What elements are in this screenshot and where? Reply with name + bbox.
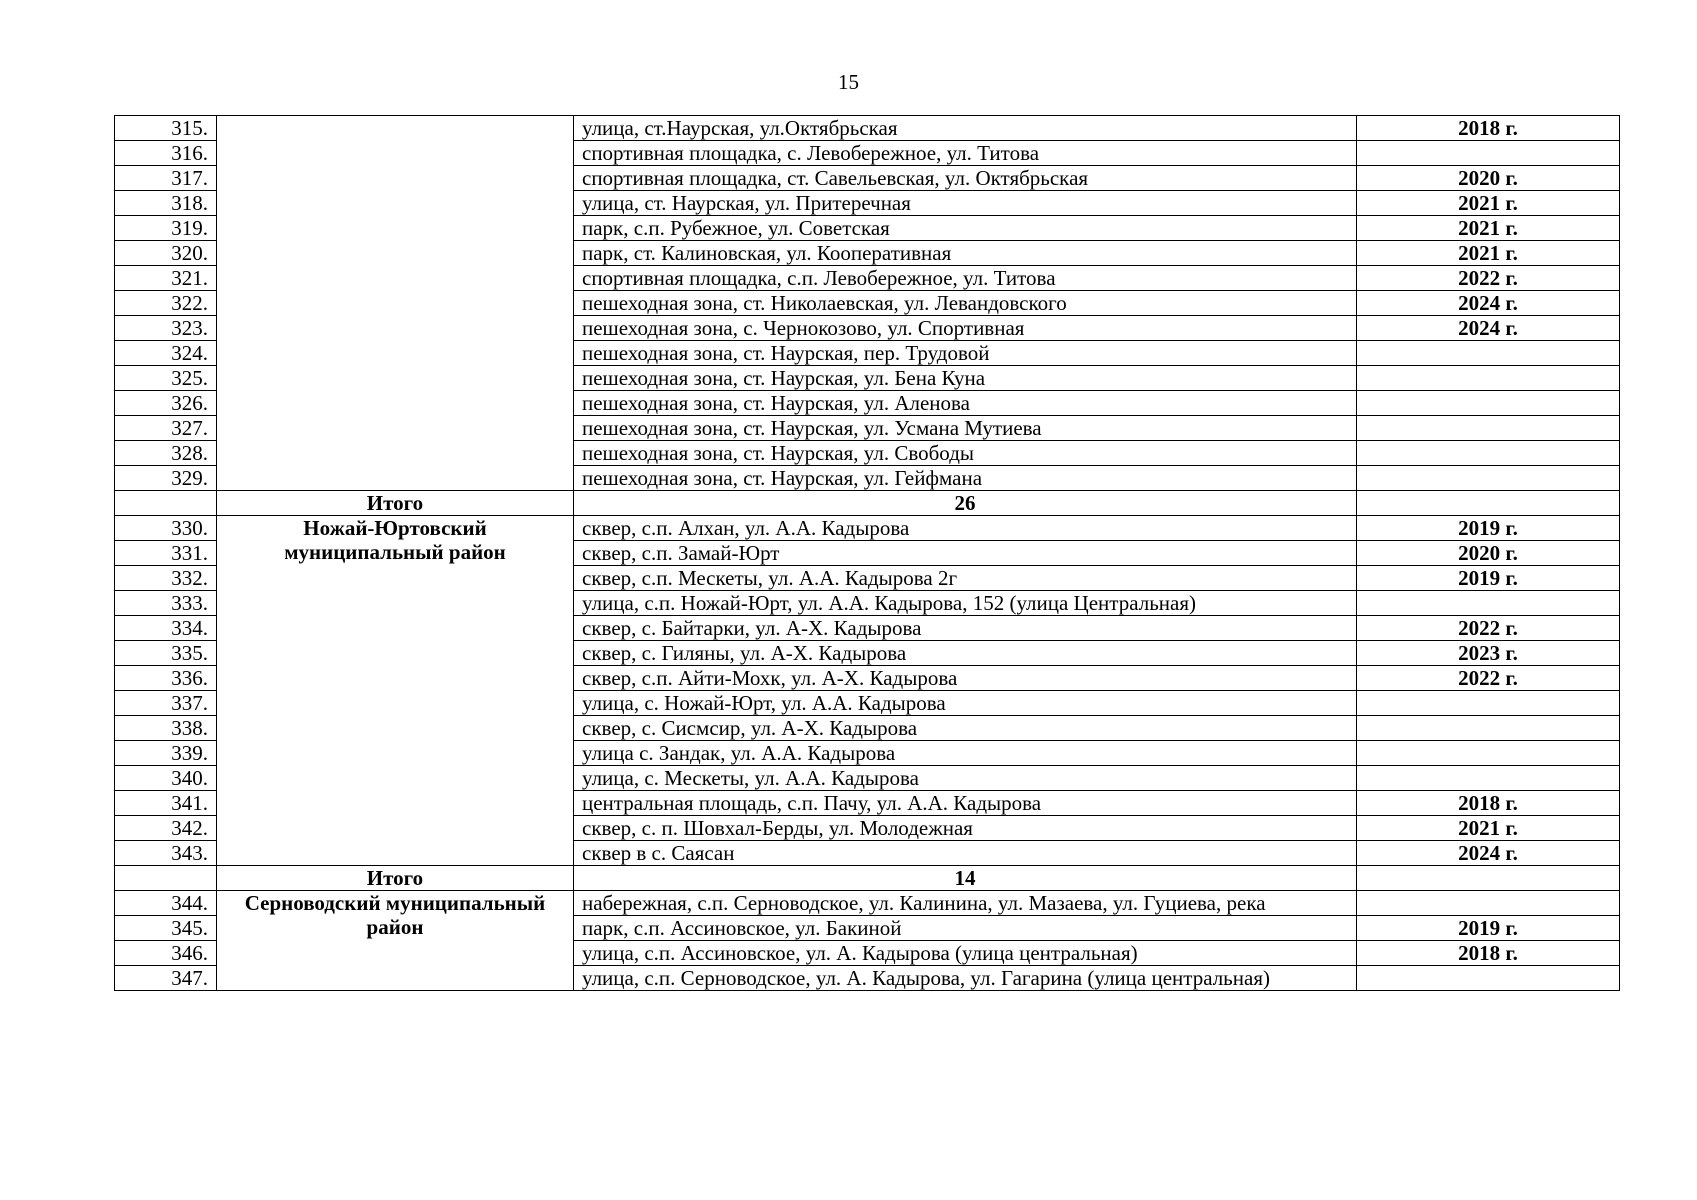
place-cell: спортивная площадка, с.п. Левобережное, ул. Титова bbox=[574, 266, 1357, 291]
year-cell: 2018 г. bbox=[1357, 791, 1620, 816]
place-cell: сквер, с.п. Айти-Мохк, ул. А-Х. Кадырова bbox=[574, 666, 1357, 691]
place-cell: пешеходная зона, ст. Наурская, ул. Усмана Мутиева bbox=[574, 416, 1357, 441]
place-cell: сквер в с. Саясан bbox=[574, 841, 1357, 866]
year-cell: 2024 г. bbox=[1357, 316, 1620, 341]
year-cell: 2024 г. bbox=[1357, 841, 1620, 866]
row-number-cell: 320. bbox=[115, 241, 217, 266]
place-cell: пешеходная зона, ст. Наурская, ул. Гейфмана bbox=[574, 466, 1357, 491]
row-number-cell: 337. bbox=[115, 691, 217, 716]
year-cell bbox=[1357, 341, 1620, 366]
place-cell: пешеходная зона, ст. Николаевская, ул. Левандовского bbox=[574, 291, 1357, 316]
place-cell: пешеходная зона, ст. Наурская, ул. Аленова bbox=[574, 391, 1357, 416]
empty-cell bbox=[1357, 866, 1620, 891]
empty-cell bbox=[115, 866, 217, 891]
year-cell bbox=[1357, 416, 1620, 441]
year-cell: 2021 г. bbox=[1357, 816, 1620, 841]
row-number-cell: 347. bbox=[115, 966, 217, 991]
year-cell: 2022 г. bbox=[1357, 266, 1620, 291]
place-cell: сквер, с. Байтарки, ул. А-Х. Кадырова bbox=[574, 616, 1357, 641]
year-cell bbox=[1357, 716, 1620, 741]
place-cell: центральная площадь, с.п. Пачу, ул. А.А. Кадырова bbox=[574, 791, 1357, 816]
year-cell bbox=[1357, 391, 1620, 416]
row-number-cell: 332. bbox=[115, 566, 217, 591]
year-cell bbox=[1357, 966, 1620, 991]
place-cell: спортивная площадка, ст. Савельевская, ул. Октябрьская bbox=[574, 166, 1357, 191]
row-number-cell: 340. bbox=[115, 766, 217, 791]
row-number-cell: 333. bbox=[115, 591, 217, 616]
year-cell bbox=[1357, 441, 1620, 466]
row-number-cell: 336. bbox=[115, 666, 217, 691]
row-number-cell: 323. bbox=[115, 316, 217, 341]
row-number-cell: 345. bbox=[115, 916, 217, 941]
place-cell: парк, ст. Калиновская, ул. Кооперативная bbox=[574, 241, 1357, 266]
table-row bbox=[115, 516, 1620, 541]
row-number-cell: 325. bbox=[115, 366, 217, 391]
row-number-cell: 316. bbox=[115, 141, 217, 166]
row-number-cell: 344. bbox=[115, 891, 217, 916]
programme-table bbox=[114, 115, 1620, 991]
row-number-cell: 341. bbox=[115, 791, 217, 816]
table-body bbox=[115, 116, 1620, 991]
district-cell bbox=[217, 116, 574, 491]
empty-cell bbox=[115, 491, 217, 516]
year-cell bbox=[1357, 741, 1620, 766]
total-label: Итого bbox=[217, 866, 574, 891]
total-value: 14 bbox=[574, 866, 1357, 891]
year-cell bbox=[1357, 766, 1620, 791]
year-cell: 2019 г. bbox=[1357, 916, 1620, 941]
row-number-cell: 346. bbox=[115, 941, 217, 966]
year-cell: 2021 г. bbox=[1357, 216, 1620, 241]
place-cell: улица, с. Ножай-Юрт, ул. А.А. Кадырова bbox=[574, 691, 1357, 716]
place-cell: пешеходная зона, ст. Наурская, ул. Свободы bbox=[574, 441, 1357, 466]
total-row bbox=[115, 866, 1620, 891]
place-cell: улица, с.п. Ассиновское, ул. А. Кадырова (улица центральная) bbox=[574, 941, 1357, 966]
year-cell: 2019 г. bbox=[1357, 516, 1620, 541]
year-cell: 2020 г. bbox=[1357, 541, 1620, 566]
place-cell: пешеходная зона, ст. Наурская, пер. Трудовой bbox=[574, 341, 1357, 366]
empty-cell bbox=[1357, 491, 1620, 516]
place-cell: сквер, с.п. Алхан, ул. А.А. Кадырова bbox=[574, 516, 1357, 541]
place-cell: парк, с.п. Рубежное, ул. Советская bbox=[574, 216, 1357, 241]
place-cell: сквер, с.п. Мескеты, ул. А.А. Кадырова 2г bbox=[574, 566, 1357, 591]
place-cell: пешеходная зона, ст. Наурская, ул. Бена Куна bbox=[574, 366, 1357, 391]
year-cell bbox=[1357, 591, 1620, 616]
row-number-cell: 335. bbox=[115, 641, 217, 666]
row-number-cell: 319. bbox=[115, 216, 217, 241]
place-cell: сквер, с. п. Шовхал-Берды, ул. Молодежная bbox=[574, 816, 1357, 841]
place-cell: улица, с.п. Серноводское, ул. А. Кадырова, ул. Гагарина (улица центральная) bbox=[574, 966, 1357, 991]
row-number-cell: 330. bbox=[115, 516, 217, 541]
year-cell bbox=[1357, 366, 1620, 391]
place-cell: сквер, с.п. Замай-Юрт bbox=[574, 541, 1357, 566]
place-cell: улица, с. Мескеты, ул. А.А. Кадырова bbox=[574, 766, 1357, 791]
year-cell bbox=[1357, 691, 1620, 716]
row-number-cell: 326. bbox=[115, 391, 217, 416]
year-cell: 2021 г. bbox=[1357, 191, 1620, 216]
district-cell: Серноводский муниципальный район bbox=[217, 891, 574, 991]
total-row bbox=[115, 491, 1620, 516]
row-number-cell: 334. bbox=[115, 616, 217, 641]
place-cell: пешеходная зона, с. Чернокозово, ул. Спортивная bbox=[574, 316, 1357, 341]
year-cell: 2023 г. bbox=[1357, 641, 1620, 666]
table-row bbox=[115, 891, 1620, 916]
row-number-cell: 321. bbox=[115, 266, 217, 291]
row-number-cell: 342. bbox=[115, 816, 217, 841]
row-number-cell: 338. bbox=[115, 716, 217, 741]
year-cell: 2022 г. bbox=[1357, 616, 1620, 641]
row-number-cell: 315. bbox=[115, 116, 217, 141]
row-number-cell: 327. bbox=[115, 416, 217, 441]
place-cell: улица, ст. Наурская, ул. Притеречная bbox=[574, 191, 1357, 216]
year-cell: 2021 г. bbox=[1357, 241, 1620, 266]
place-cell: сквер, с. Гиляны, ул. А-Х. Кадырова bbox=[574, 641, 1357, 666]
row-number-cell: 339. bbox=[115, 741, 217, 766]
total-value: 26 bbox=[574, 491, 1357, 516]
place-cell: набережная, с.п. Серноводское, ул. Калинина, ул. Мазаева, ул. Гуциева, река bbox=[574, 891, 1357, 916]
year-cell: 2022 г. bbox=[1357, 666, 1620, 691]
district-cell: Ножай-Юртовский муниципальный район bbox=[217, 516, 574, 866]
place-cell: улица, ст.Наурская, ул.Октябрьская bbox=[574, 116, 1357, 141]
year-cell bbox=[1357, 141, 1620, 166]
row-number-cell: 317. bbox=[115, 166, 217, 191]
year-cell: 2020 г. bbox=[1357, 166, 1620, 191]
row-number-cell: 324. bbox=[115, 341, 217, 366]
row-number-cell: 343. bbox=[115, 841, 217, 866]
year-cell bbox=[1357, 466, 1620, 491]
row-number-cell: 318. bbox=[115, 191, 217, 216]
place-cell: спортивная площадка, с. Левобережное, ул. Титова bbox=[574, 141, 1357, 166]
row-number-cell: 329. bbox=[115, 466, 217, 491]
total-label: Итого bbox=[217, 491, 574, 516]
place-cell: улица, с.п. Ножай-Юрт, ул. А.А. Кадырова, 152 (улица Центральная) bbox=[574, 591, 1357, 616]
year-cell bbox=[1357, 891, 1620, 916]
place-cell: парк, с.п. Ассиновское, ул. Бакиной bbox=[574, 916, 1357, 941]
year-cell: 2024 г. bbox=[1357, 291, 1620, 316]
year-cell: 2019 г. bbox=[1357, 566, 1620, 591]
place-cell: улица с. Зандак, ул. А.А. Кадырова bbox=[574, 741, 1357, 766]
year-cell: 2018 г. bbox=[1357, 941, 1620, 966]
row-number-cell: 331. bbox=[115, 541, 217, 566]
page-number: 15 bbox=[838, 70, 859, 94]
place-cell: сквер, с. Сисмсир, ул. А-Х. Кадырова bbox=[574, 716, 1357, 741]
row-number-cell: 328. bbox=[115, 441, 217, 466]
year-cell: 2018 г. bbox=[1357, 116, 1620, 141]
table-row bbox=[115, 116, 1620, 141]
row-number-cell: 322. bbox=[115, 291, 217, 316]
